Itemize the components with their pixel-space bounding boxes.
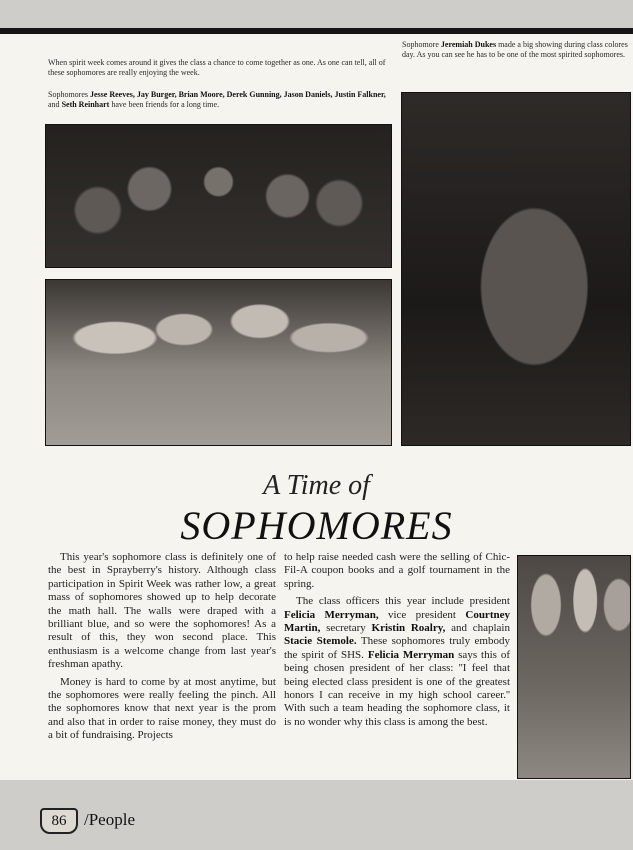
article-paragraph: Money is hard to come by at most anytime, but the sophomores were really feeling the pinch. All the sophomores know that next year is the prom and also that in order to raise money, they must do a bit of fundraising. Projects — [48, 675, 276, 742]
top-rule — [0, 28, 633, 34]
costume-photo — [401, 92, 631, 446]
dukes-caption: Sophomore Jeremiah Dukes made a big showing during class colores day. As you can see he has to be one of the most spirited sophomores. — [402, 40, 628, 59]
article-column-2 — [284, 551, 510, 733]
heading-line-1: A Time of — [263, 470, 370, 501]
heading-line-2: SOPHOMORES — [180, 503, 453, 548]
article-column-1 — [48, 551, 276, 747]
section-label: /People — [84, 810, 135, 829]
article-paragraph: The class officers this year include president Felicia Merryman, vice president Courtney Martin, secretary Kristin Roalry, and chaplain Stacie Stemole. These sophomores truly embody the spirit of SHS. Felicia Merryman says this of being chosen president of her class: ''I feel that being elected class president is one of the greatest honors I can receive in my high school career.'' With such a team heading the sophomore class, it is no wonder why this class is among the best. — [284, 595, 510, 728]
article-paragraph: This year's sophomore class is definitely one of the best in Sprayberry's history. Although class participation in Spirit Week was rather low, a great mass of sophomores showed up to help decorate the math hall. The walls were draped with a brilliant blue, and so were the sophomores! As a result of this, they won second place. This enthusiasm is a welcome change from last year's freshman apathy. — [48, 551, 276, 671]
page-number: 86 — [40, 808, 78, 834]
group-photo — [45, 124, 392, 268]
spirit-week-caption: When spirit week comes around it gives the class a chance to come together as one. As one can tell, all of these sophomores are really enjoying the week. — [48, 58, 386, 77]
friends-caption: Sophomores Jesse Reeves, Jay Burger, Brian Moore, Derek Gunning, Jason Daniels, Justin Falkner, and Seth Reinhart have been friends for a long time. — [48, 90, 386, 109]
article-paragraph: to help raise needed cash were the selling of Chic-Fil-A coupon books and a golf tournament in the spring. — [284, 551, 510, 590]
officers-photo — [517, 555, 631, 779]
boys-photo — [45, 279, 392, 446]
